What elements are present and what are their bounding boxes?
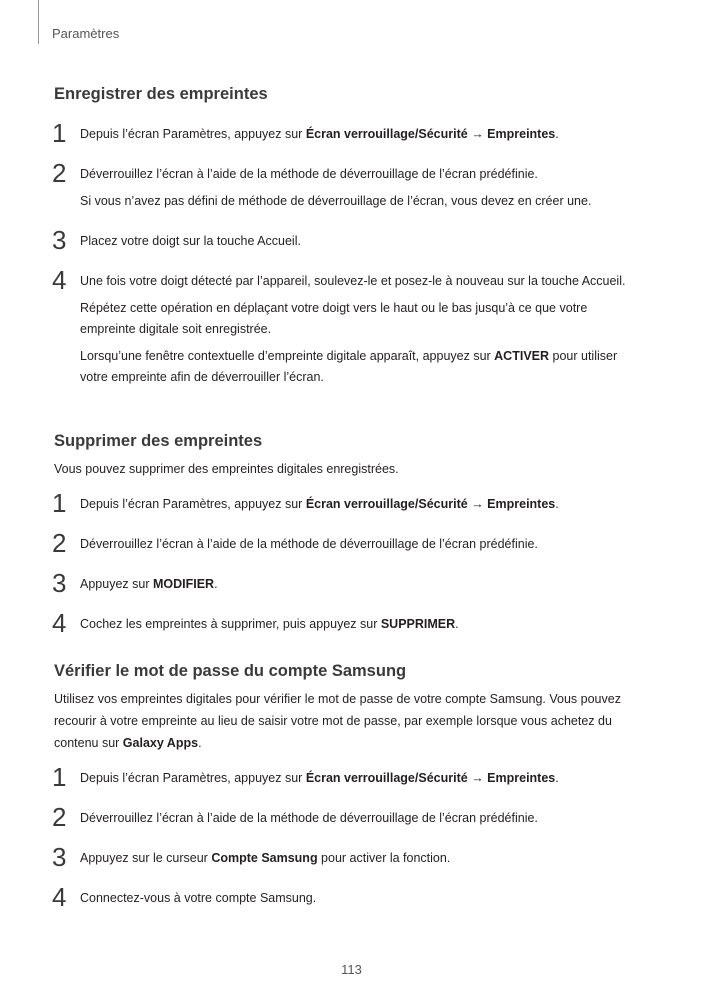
step-number: 1	[52, 118, 67, 148]
step-number: 1	[52, 488, 67, 518]
register-step-4-note-1: Répétez cette opération en déplaçant votre doigt vers le haut ou le bas jusqu’à ce que votre empreinte digitale soit enregistrée.	[80, 301, 588, 336]
note-text: Lorsqu’une fenêtre contextuelle d’empreinte digitale apparaît, appuyez sur	[80, 349, 495, 363]
verify-step-2	[52, 802, 634, 832]
galaxy-apps-label: Galaxy Apps	[122, 736, 199, 750]
step-text-end: .	[555, 497, 559, 511]
step-text: Depuis l’écran Paramètres, appuyez sur	[80, 497, 306, 511]
menu-path-arrow: →	[467, 771, 488, 785]
verify-step-1	[52, 762, 634, 792]
step-text-end: .	[555, 771, 559, 785]
section-intro-delete: Vous pouvez supprimer des empreintes digitales enregistrées.	[54, 462, 399, 476]
menu-path-arrow: →	[467, 497, 488, 511]
activate-label: ACTIVER	[494, 349, 550, 363]
step-number: 3	[52, 568, 67, 598]
header-title: Paramètres	[52, 26, 120, 41]
edit-label: MODIFIER	[152, 577, 215, 591]
register-step-2-note: Si vous n’avez pas défini de méthode de déverrouillage de l’écran, vous devez en créer une.	[80, 194, 592, 208]
section-title-delete: Supprimer des empreintes	[54, 432, 263, 450]
step-number: 3	[52, 225, 67, 255]
delete-label: SUPPRIMER	[380, 617, 456, 631]
menu-path-fingerprints: Empreintes	[487, 497, 556, 511]
step-text: Depuis l’écran Paramètres, appuyez sur	[80, 127, 306, 141]
header-rule	[38, 0, 39, 44]
menu-path-lock-screen: Écran verrouillage	[305, 771, 415, 785]
step-text: Déverrouillez l’écran à l’aide de la méthode de déverrouillage de l’écran prédéfinie.	[80, 537, 538, 551]
section-register	[54, 84, 634, 388]
verify-step-4	[52, 882, 634, 912]
step-text-end: .	[455, 617, 459, 631]
delete-step-4	[52, 608, 634, 638]
step-number: 4	[52, 265, 67, 295]
register-step-2	[52, 158, 634, 188]
menu-path-lock-screen: Écran verrouillage	[305, 497, 415, 511]
step-text-end: pour activer la fonction.	[317, 851, 451, 865]
section-delete	[52, 431, 634, 638]
section-verify	[52, 661, 634, 912]
register-step-3	[52, 225, 634, 255]
step-text-end: .	[555, 127, 559, 141]
step-number: 4	[52, 882, 67, 912]
menu-path-security: Sécurité	[418, 127, 468, 141]
step-number: 2	[52, 802, 67, 832]
page-number: 113	[341, 962, 362, 977]
step-number: 2	[52, 528, 67, 558]
step-text: Déverrouillez l’écran à l’aide de la méthode de déverrouillage de l’écran prédéfinie.	[80, 167, 538, 181]
step-text: Connectez-vous à votre compte Samsung.	[80, 891, 317, 905]
intro-text-end: .	[198, 736, 202, 750]
note-text-end: pour utiliser votre empreinte afin de déverrouiller l’écran.	[80, 349, 618, 384]
step-number: 1	[52, 762, 67, 792]
step-text: Placez votre doigt sur la touche Accueil.	[80, 234, 301, 248]
delete-step-1	[52, 488, 634, 518]
menu-path-separator: /	[414, 127, 419, 141]
register-step-4	[52, 265, 634, 295]
step-text: Cochez les empreintes à supprimer, puis appuyez sur	[80, 617, 381, 631]
menu-path-security: Sécurité	[418, 771, 468, 785]
menu-path-fingerprints: Empreintes	[487, 771, 556, 785]
step-text: Appuyez sur	[80, 577, 153, 591]
menu-path-security: Sécurité	[418, 497, 468, 511]
step-text: Depuis l’écran Paramètres, appuyez sur	[80, 771, 306, 785]
step-text: Une fois votre doigt détecté par l’appareil, soulevez-le et posez-le à nouveau sur la touche Accueil.	[80, 274, 626, 288]
step-number: 4	[52, 608, 67, 638]
step-number: 2	[52, 158, 67, 188]
verify-step-3	[52, 842, 634, 872]
menu-path-arrow: →	[467, 127, 488, 141]
step-number: 3	[52, 842, 67, 872]
register-step-1	[52, 118, 634, 148]
step-text-end: .	[214, 577, 218, 591]
step-text: Appuyez sur le curseur	[80, 851, 212, 865]
register-step-4-note-2	[54, 346, 634, 388]
menu-path-separator: /	[414, 497, 419, 511]
menu-path-fingerprints: Empreintes	[487, 127, 556, 141]
menu-path-separator: /	[414, 771, 419, 785]
section-intro-verify	[54, 688, 634, 754]
samsung-account-label: Compte Samsung	[211, 851, 318, 865]
delete-step-2	[52, 528, 634, 558]
delete-step-3	[52, 568, 634, 598]
section-title-register: Enregistrer des empreintes	[54, 85, 268, 103]
step-text: Déverrouillez l’écran à l’aide de la méthode de déverrouillage de l’écran prédéfinie.	[80, 811, 538, 825]
menu-path-lock-screen: Écran verrouillage	[305, 127, 415, 141]
section-title-verify: Vérifier le mot de passe du compte Samsung	[54, 662, 407, 680]
intro-text: Utilisez vos empreintes digitales pour vérifier le mot de passe de votre compte Samsung. Vous pouvez recourir à votre empreinte au lieu de saisir votre mot de passe, par exemple lorsque vous achetez du contenu sur	[54, 692, 621, 750]
